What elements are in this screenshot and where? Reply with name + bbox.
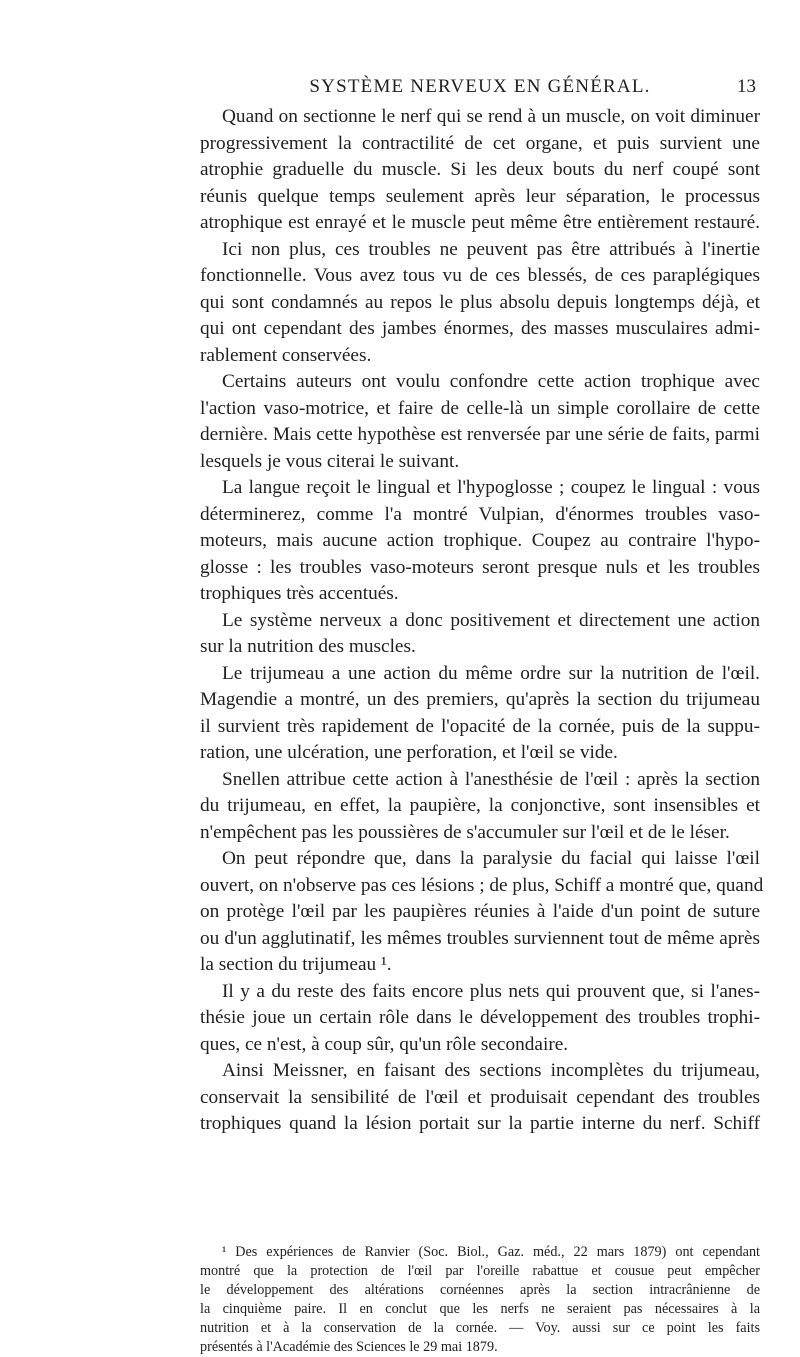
footnote-line: ¹ Des expériences de Ranvier (Soc. Biol., Gaz. méd., 22 mars 1879) ont cependant (222, 1244, 760, 1260)
text-line: Le trijumeau a une action du même ordre sur la nutrition de l'œil. (222, 662, 760, 684)
text-line: la section du trijumeau ¹. (200, 954, 392, 975)
text-line: ques, ce n'est, à coup sûr, qu'un rôle secondaire. (200, 1033, 569, 1055)
text-line: il survient très rapidement de l'opacité de la cornée, puis de la suppu- (200, 715, 760, 737)
footnote (200, 1243, 760, 1357)
text-line: Ici non plus, ces troubles ne peuvent pas être attribués à l'inertie (222, 238, 760, 260)
text-line: Snellen attribue cette action à l'anesthésie de l'œil : après la section (222, 768, 760, 790)
text-line: rablement conservées. (200, 344, 372, 366)
footnote-line: montré que la protection de l'œil par l'oreille rabattue et cousue peut empêcher (200, 1263, 760, 1279)
text-line: atrophie graduelle du muscle. Si les deux bouts du nerf coupé sont (200, 159, 760, 180)
text-line: ration, une ulcération, une perforation, et l'œil se vide. (200, 742, 618, 763)
text-line: sur la nutrition des muscles. (200, 636, 416, 657)
text-line: Il y a du reste des faits encore plus nets qui prouvent que, si l'anes- (222, 980, 760, 1002)
text-line: Ainsi Meissner, en faisant des sections incomplètes du trijumeau, (222, 1060, 760, 1081)
footnote-line: le développement des altérations cornéennes après la section intracrânienne de (200, 1282, 760, 1298)
text-line: fonctionnelle. Vous avez tous vu de ces blessés, de ces paraplégiques (200, 265, 760, 286)
text-line: moteurs, mais aucune action trophique. Coupez au contraire l'hypo- (200, 530, 760, 551)
text-line: Quand on sectionne le nerf qui se rend à un muscle, on voit diminuer (222, 106, 760, 127)
text-line: trophiques très accentués. (200, 583, 399, 604)
text-line: La langue reçoit le lingual et l'hypoglosse ; coupez le lingual : vous (222, 477, 760, 498)
text-line: ouvert, on n'observe pas ces lésions ; de plus, Schiff a montré que, quand (200, 874, 764, 896)
text-line: Le système nerveux a donc positivement et directement une action (222, 609, 760, 631)
text-line: progressivement la contractilité de cet organe, et puis survient une (200, 132, 760, 154)
text-line: On peut répondre que, dans la paralysie du facial qui laisse l'œil (222, 848, 760, 869)
text-line: thésie joue un certain rôle dans le développement des troubles trophi- (200, 1007, 760, 1028)
text-line: lesquels je vous citerai le suivant. (200, 450, 460, 472)
text-line: qui ont cependant des jambes énormes, des masses musculaires admi- (200, 318, 760, 339)
running-title: SYSTÈME NERVEUX EN GÉNÉRAL. (309, 76, 651, 97)
text-line: réunis quelque temps seulement après leur séparation, le processus (200, 185, 760, 207)
text-line: trophiques quand la lésion portait sur la partie interne du nerf. Schiff (200, 1113, 760, 1134)
book-page (200, 0, 764, 1355)
body-text (200, 104, 764, 1138)
text-line: dernière. Mais cette hypothèse est renversée par une série de faits, parmi (200, 424, 760, 445)
text-line: glosse : les troubles vaso-moteurs seront presque nuls et les troubles (200, 556, 760, 578)
text-line: on protège l'œil par les paupières réunies à l'aide d'un point de suture (200, 901, 760, 922)
text-line: conservait la sensibilité de l'œil et produisait cependant des troubles (200, 1086, 760, 1108)
text-line: déterminerez, comme l'a montré Vulpian, d'énormes troubles vaso- (200, 503, 760, 525)
running-head (200, 74, 760, 100)
text-line: qui sont condamnés au repos le plus absolu depuis longtemps déjà, et (200, 291, 760, 313)
page-number: 13 (737, 76, 756, 97)
text-line: Magendie a montré, un des premiers, qu'après la section du trijumeau (200, 689, 760, 710)
text-line: atrophique est enrayé et le muscle peut même être entièrement restauré. (200, 212, 760, 233)
footnote-line: la cinquième paire. Il en conclut que les nerfs ne seraient pas nécessaires à la (200, 1301, 760, 1317)
text-line: l'action vaso-motrice, et faire de celle-là un simple corollaire de cette (200, 397, 760, 419)
text-line: n'empêchent pas les poussières de s'accumuler sur l'œil et de le léser. (200, 821, 730, 843)
footnote-line: nutrition et à la conservation de la cornée. — Voy. aussi sur ce point les faits (200, 1320, 760, 1336)
text-line: du trijumeau, en effet, la paupière, la conjonctive, sont insensibles et (200, 795, 760, 816)
text-line: Certains auteurs ont voulu confondre cette action trophique avec (222, 371, 760, 392)
footnote-line: présentés à l'Académie des Sciences le 29 mai 1879. (200, 1339, 498, 1355)
text-line: ou d'un agglutinatif, les mêmes troubles surviennent tout de même après (200, 927, 760, 949)
